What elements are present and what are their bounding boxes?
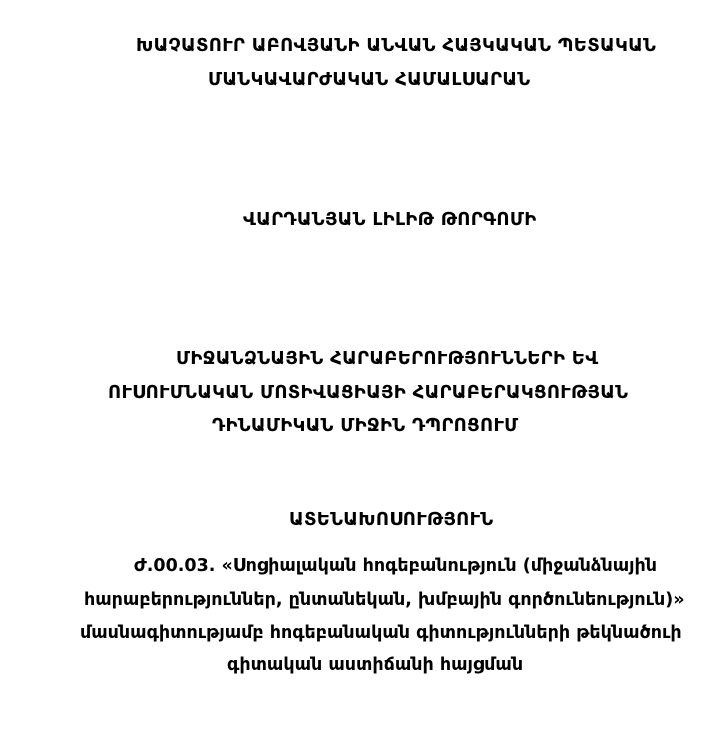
university-name-line-1: ԽԱՉԱՏՈՒՐ ԱԲՈՎՅԱՆԻ ԱՆՎԱՆ ՀԱՅԿԱԿԱՆ ՊԵՏԱԿԱՆ [136,35,657,56]
university-name-line-2: ՄԱՆԿԱՎԱՐԺԱԿԱՆ ՀԱՄԱԼՍԱՐԱՆ [208,69,531,90]
thesis-title-line-1: ՄԻՋԱՆՁՆԱՅԻՆ ՀԱՐԱԲԵՐՈՒԹՅՈՒՆՆԵՐԻ ԵՎ [176,348,599,369]
specialty-line-1: Ժ.00.03. «Սոցիալական հոգեբանություն (միջանձնային [134,556,658,576]
thesis-title-line-3: ԴԻՆԱՄԻԿԱՆ ՄԻՋԻՆ ԴՊՐՈՑՈՒՄ [212,415,519,436]
specialty-line-3: մասնագիտությամբ հոգեբանական գիտությունների թեկնածուի [80,623,682,643]
author-name: ՎԱՐԴԱՆՅԱՆ ԼԻԼԻԹ ԹՈՐԳՈՄԻ [243,209,537,230]
specialty-line-2: հարաբերություններ, ընտանեկան, խմբային գործունեություն)» [84,590,685,610]
document-type: ԱՏԵՆԱԽՈՍՈՒԹՅՈՒՆ [289,509,494,530]
thesis-title-line-2: ՈՒՍՈՒՄՆԱԿԱՆ ՄՈՏԻՎԱՑԻԱՅԻ ՀԱՐԱԲԵՐԱԿՑՈՒԹՅԱՆ [108,382,629,403]
specialty-line-4: գիտական աստիճանի հայցման [227,655,524,675]
